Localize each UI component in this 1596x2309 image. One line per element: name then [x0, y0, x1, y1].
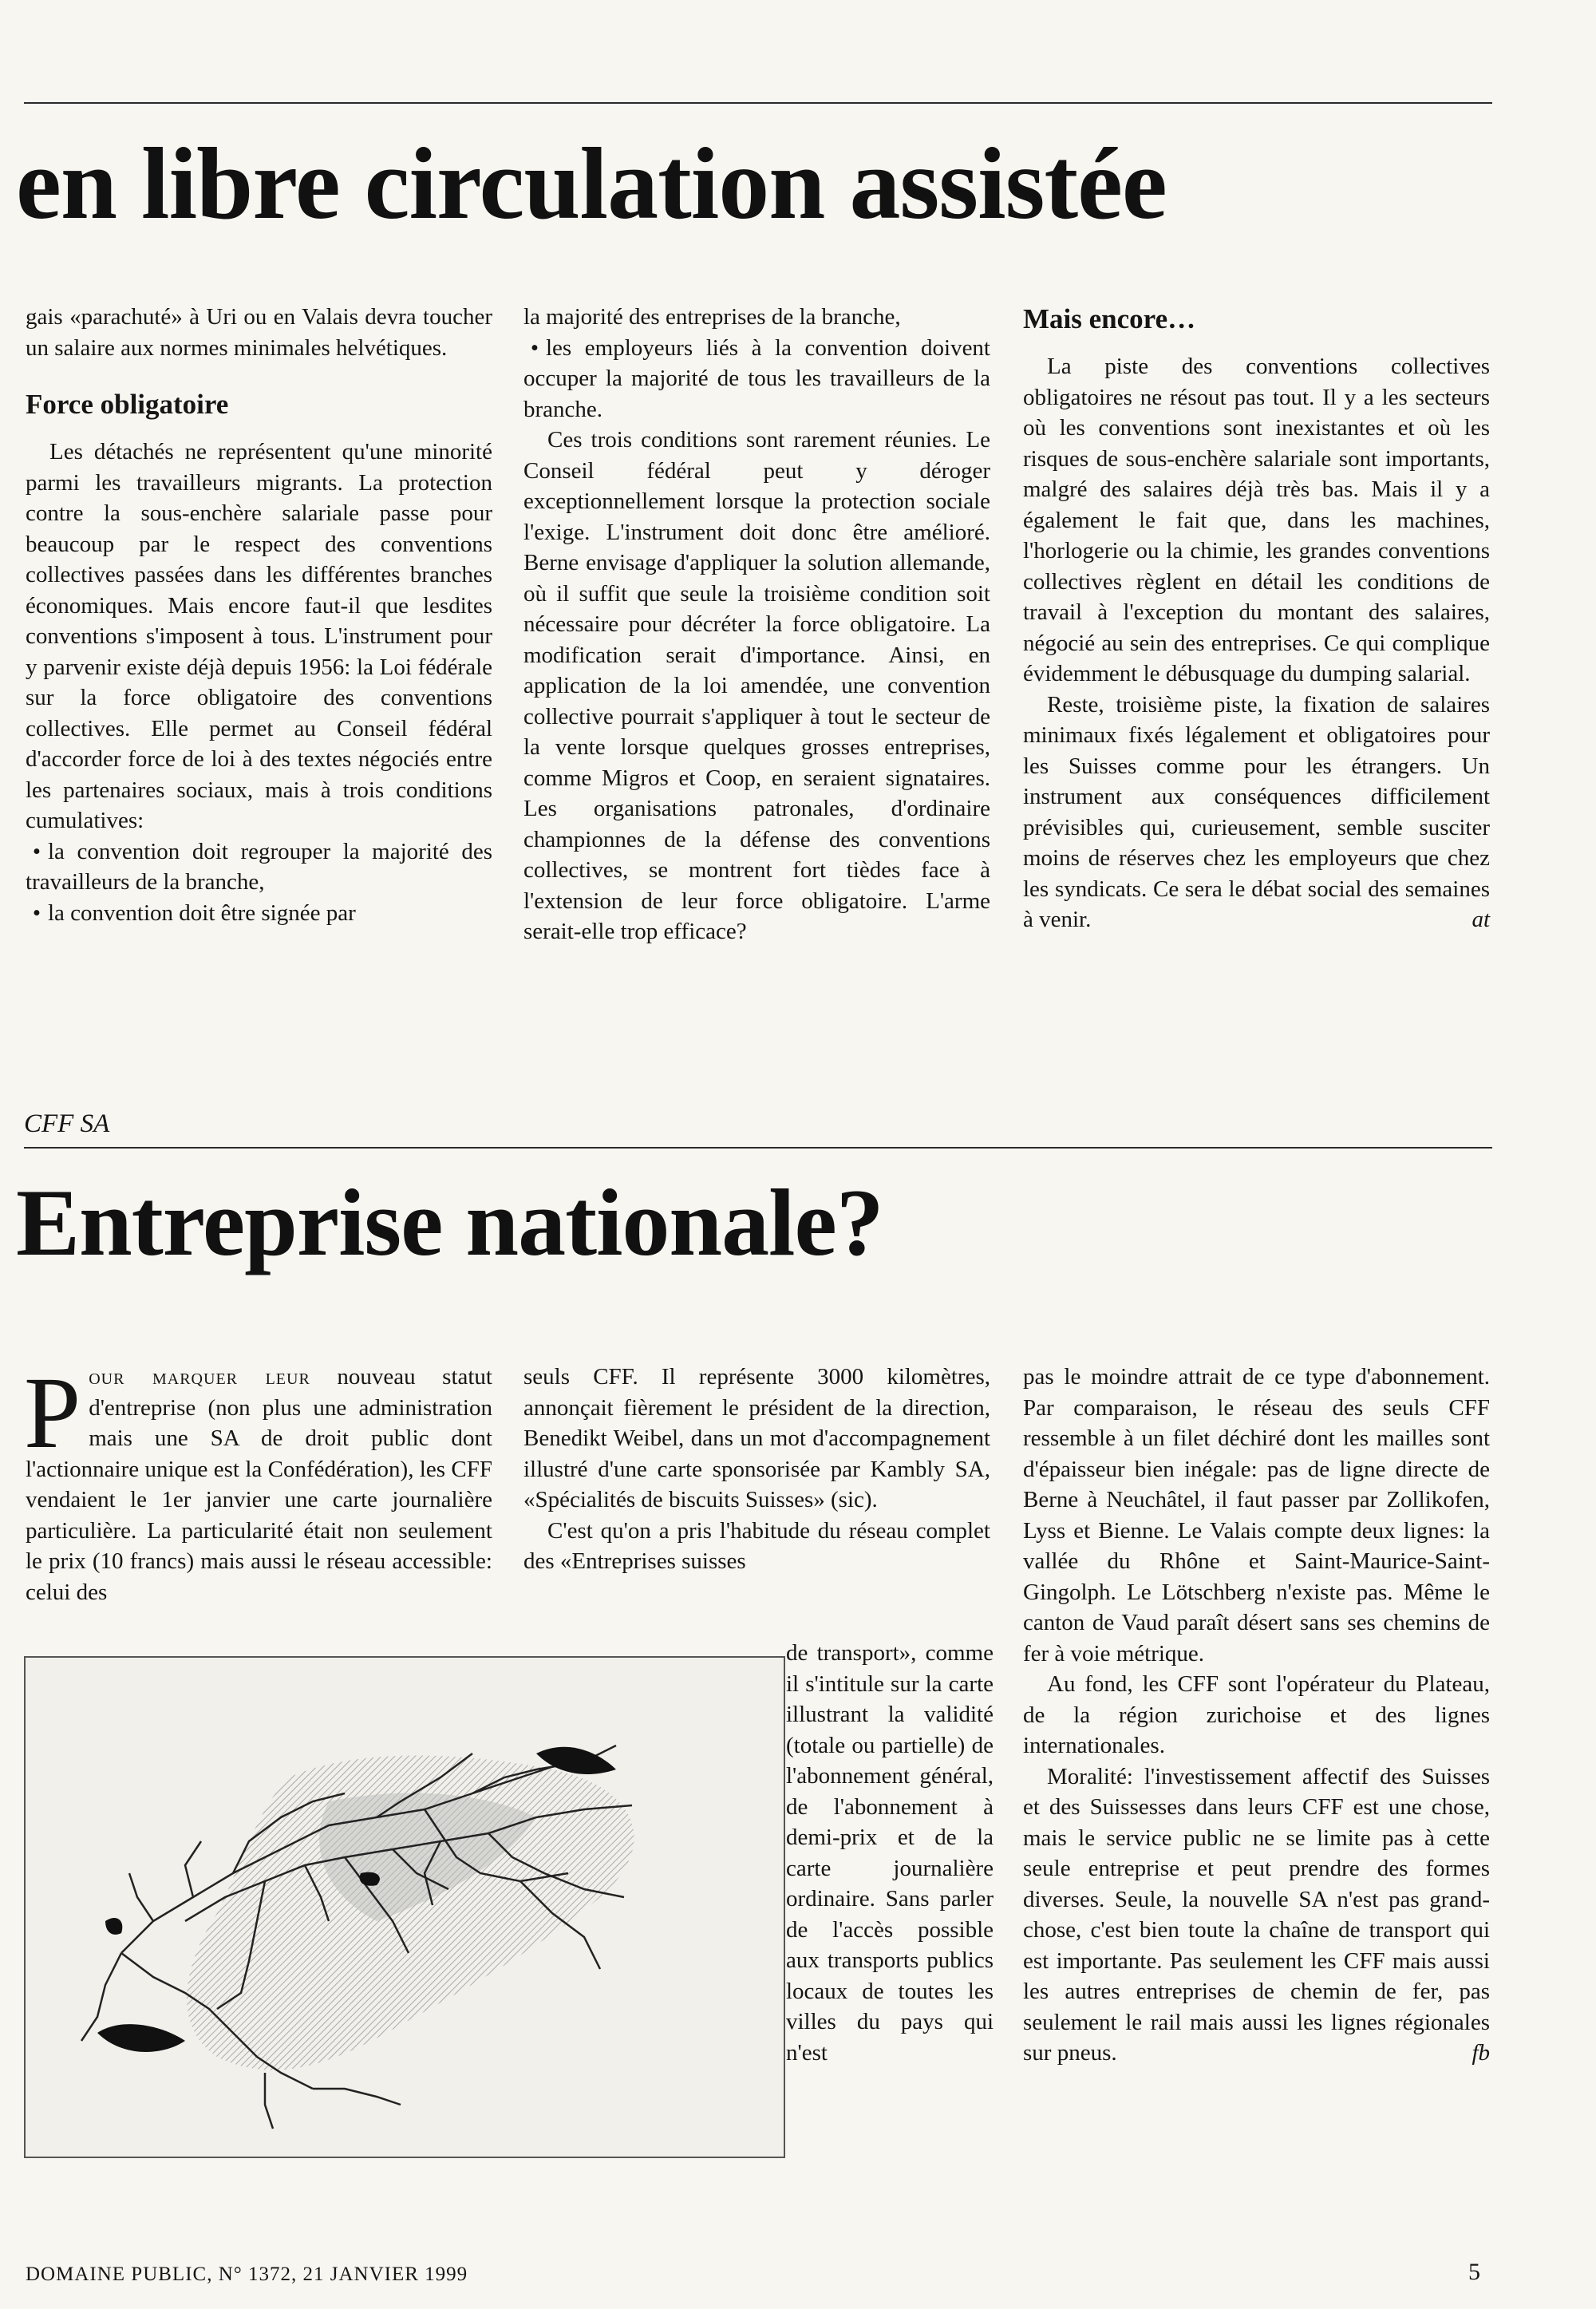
- article2-column-1: [24, 1356, 492, 1607]
- bullet-icon: •: [530, 334, 539, 361]
- footer-publication: DOMAINE PUBLIC, N° 1372, 21 JANVIER 1999: [26, 2264, 468, 2285]
- paragraph: Moralité: l'investissement affectif des Suisses et des Suissesses dans leurs CFF est une chose, mais le service public ne se limite pas à cette seule entreprise et peut prendre des formes diverses. Seule, la nouvelle SA n'est pas grand-chose, c'est bien toute la chaîne de transport qui est importante. Pas seulement les CFF mais aussi les autres entreprises de chemin de fer, pas seulement le rail mais aussi les lignes régionales sur pneus. fb: [1023, 1761, 1490, 2069]
- article2-column-2-wrap: [786, 1638, 994, 2068]
- bullet-icon: •: [32, 899, 41, 926]
- lead-smallcaps: our marquer leur: [89, 1364, 310, 1390]
- subheading-force-obligatoire: Force obligatoire: [26, 389, 229, 420]
- paragraph: La piste des conventions collectives obligatoires ne résout pas tout. Il y a les secteurs où les conventions sont inexistantes et où les risques de sous-enchère salariale sont importants, malgré des salaires déjà très bas. Mais il y a également le fait que, dans les machines, l'horlogerie ou la chimie, les grandes conventions collectives règlent en détail les conditions de travail à l'exception du montant des salaires, négocié au sein des entreprises. Ce qui complique évidemment le débusquage du dumping salarial.: [1023, 354, 1490, 686]
- author-signature: fb: [1472, 2040, 1490, 2066]
- bullet-item: • les employeurs liés à la convention doivent occuper la majorité de tous les travailleurs de la branche.: [523, 333, 990, 425]
- article1-column-3: [1023, 302, 1490, 935]
- article1-column-2: [523, 302, 990, 947]
- bullet-item: • la convention doit être signée par: [26, 898, 492, 929]
- subheading-mais-encore: Mais encore…: [1023, 303, 1196, 334]
- rail-network-map-graphic: [26, 1658, 784, 2157]
- drop-cap: P: [24, 1356, 81, 1469]
- paragraph: Reste, troisième piste, la fixation de salaires minimaux fixés légalement et obligatoires pour les Suisses comme pour les étrangers. Un instrument aux conséquences difficilement prévisibles qui, curieusement, semble susciter moins de réserves chez les employeurs que chez les syndicats. Ce sera le débat social des semaines à venir. at: [1023, 690, 1490, 935]
- page-number: 5: [1468, 2259, 1481, 2285]
- section-rule: [24, 1147, 1492, 1149]
- bullet-item: • la convention doit regrouper la majorité des travailleurs de la branche,: [26, 836, 492, 898]
- paragraph: de transport», comme il s'intitule sur la carte illustrant la validité (totale ou partielle) de l'abonnement général, de l'abonnement à demi-prix et de la carte journalière ordinaire. Sans parler de l'accès possible aux transports publics locaux de toutes les villes du pays qui n'est: [786, 1640, 994, 2066]
- paragraph: Au fond, les CFF sont l'opérateur du Plateau, de la région zurichoise et des lignes internationales.: [1023, 1671, 1490, 1758]
- author-signature: at: [1472, 907, 1490, 932]
- paragraph: la majorité des entreprises de la branche,: [523, 304, 901, 330]
- article1-headline: en libre circulation assistée: [16, 127, 1167, 240]
- paragraph: gais «parachuté» à Uri ou en Valais devra toucher un salaire aux normes minimales helvétiques.: [26, 304, 492, 361]
- article2-headline: Entreprise nationale?: [16, 1169, 883, 1275]
- article1-column-1: [26, 302, 492, 928]
- paragraph: Les détachés ne représentent qu'une minorité parmi les travailleurs migrants. La protection contre la sous-enchère salariale passe pour beaucoup par le respect des conventions collectives passées dans les différentes branches économiques. Mais encore faut-il que lesdites conventions s'imposent à tous. L'instrument pour y parvenir existe déjà depuis 1956: la Loi fédérale sur la force obligatoire des conventions collectives. Elle permet au Conseil fédéral d'accorder force de loi à des textes négociés entre les partenaires sociaux, mais à trois conditions cumulatives:: [26, 439, 492, 833]
- top-rule: [24, 102, 1492, 104]
- paragraph: seuls CFF. Il représente 3000 kilomètres, annonçait fièrement le président de la direction, Benedikt Weibel, dans un mot d'accompagnement illustré d'une carte sponsorisée par Kambly SA, «Spécialités de biscuits Suisses» (sic).: [523, 1364, 990, 1512]
- paragraph: pas le moindre attrait de ce type d'abonnement. Par comparaison, le réseau des seuls CFF ressemble à un filet déchiré dont les mailles sont d'épaisseur bien inégale: pas de ligne directe de Berne à Neuchâtel, il faut passer par Zollikofen, Lyss et Bienne. Le Valais compte deux lignes: la vallée du Rhône et Saint-Maurice-Saint-Gingolph. Le Lötschberg n'existe pas. Même le canton de Vaud paraît désert sans ses chemins de fer à voie métrique.: [1023, 1364, 1490, 1667]
- bullet-icon: •: [32, 838, 41, 864]
- paragraph: C'est qu'on a pris l'habitude du réseau complet des «Entreprises suisses: [523, 1517, 990, 1574]
- article2-column-2: [523, 1362, 990, 1577]
- lead-paragraph: Pour marquer leur nouveau statut d'entreprise (non plus une administration mais une SA de droit public dont l'actionnaire unique est la Confédération), les CFF vendaient le 1er janvier une carte journalière particulière. La particularité était non seulement le prix (10 francs) mais aussi le réseau accessible: celui des: [24, 1356, 492, 1605]
- rail-network-map: [24, 1656, 785, 2158]
- article2-column-3: [1023, 1362, 1490, 2069]
- paragraph: Ces trois conditions sont rarement réunies. Le Conseil fédéral peut y déroger exceptionnellement lorsque la protection sociale l'exige. L'instrument doit donc être amélioré. Berne envisage d'appliquer la solution allemande, où il suffit que seule la troisième condition soit nécessaire pour décréter la force obligatoire. La modification serait d'importance. Ainsi, en application de la loi amendée, une convention collective pourrait s'appliquer à tout le secteur de la vente lorsque quelques grosses entreprises, comme Migros et Coop, en seraient signataires. Les organisations patronales, d'ordinaire championnes de la défense des conventions collectives, se montrent fort tièdes face à l'extension de leur force obligatoire. L'arme serait-elle trop efficace?: [523, 427, 990, 944]
- section-rubric: CFF SA: [24, 1109, 110, 1138]
